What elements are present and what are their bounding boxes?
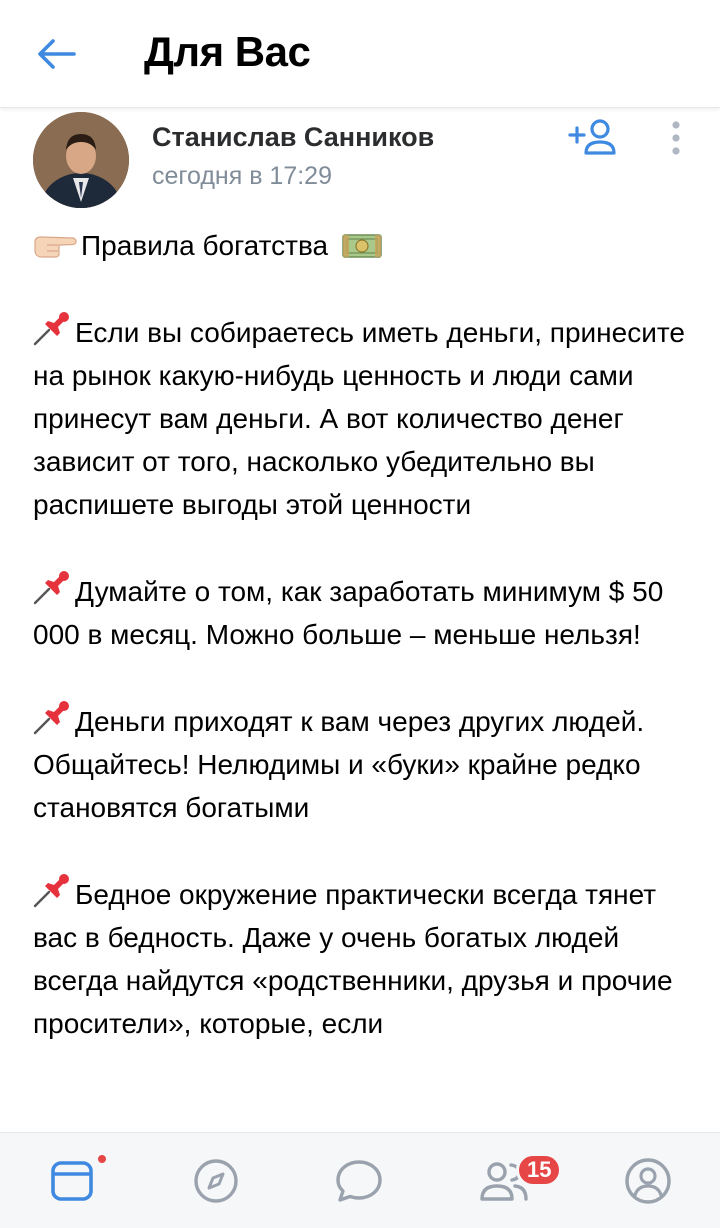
more-vertical-icon xyxy=(671,120,681,156)
post-text xyxy=(33,224,693,1088)
pushpin-icon xyxy=(33,872,71,908)
tab-news[interactable] xyxy=(42,1151,102,1211)
news-notification-dot xyxy=(96,1153,108,1165)
pushpin-icon xyxy=(33,699,71,735)
post-paragraph xyxy=(33,310,693,526)
news-icon xyxy=(50,1160,94,1202)
post-paragraph-text: Правила богатства xyxy=(81,230,329,261)
pushpin-icon xyxy=(33,310,71,346)
post-paragraph xyxy=(33,224,693,267)
author-name[interactable]: Станислав Санников xyxy=(152,122,435,152)
post-paragraph xyxy=(33,872,693,1045)
tab-messages[interactable] xyxy=(329,1151,389,1211)
author-avatar[interactable] xyxy=(33,112,129,208)
friends-badge: 15 xyxy=(516,1153,562,1187)
back-button[interactable] xyxy=(28,26,84,82)
post-paragraph-text: Думайте о том, как заработать минимум $ 50 000 в месяц. Можно больше – меньше нельзя! xyxy=(33,576,664,650)
more-button[interactable] xyxy=(662,114,690,162)
pushpin-icon xyxy=(33,569,71,605)
tab-profile[interactable] xyxy=(618,1151,678,1211)
top-bar xyxy=(0,0,720,108)
messages-icon xyxy=(334,1158,384,1204)
add-friend-button[interactable] xyxy=(564,112,622,162)
profile-icon xyxy=(624,1157,672,1205)
post-paragraph xyxy=(33,699,693,829)
post-time: сегодня в 17:29 xyxy=(152,162,332,190)
tab-discover[interactable] xyxy=(186,1151,246,1211)
page-title: Для Вас xyxy=(144,28,311,75)
bottom-tab-bar xyxy=(0,1132,720,1228)
arrow-left-icon xyxy=(36,38,76,70)
pointing-hand-icon xyxy=(33,233,77,259)
post-paragraph xyxy=(33,569,693,656)
discover-icon xyxy=(193,1158,239,1204)
add-friend-icon xyxy=(567,117,619,157)
post-paragraph-text: Деньги приходят к вам через других людей. Общайтесь! Нелюдимы и «буки» крайне редко становятся богатыми xyxy=(33,706,645,823)
money-icon xyxy=(342,233,382,259)
post-paragraph-text: Если вы собираетесь иметь деньги, принесите на рынок какую-нибудь ценность и люди сами принесут вам деньги. А вот количество денег зависит от того, насколько убедительно вы распишете выгоды этой ценности xyxy=(33,317,685,520)
post-paragraph-text: Бедное окружение практически всегда тянет вас в бедность. Даже у очень богатых людей всегда найдутся «родственники, друзья и прочие просители», которые, если xyxy=(33,879,673,1039)
post xyxy=(0,108,720,1132)
